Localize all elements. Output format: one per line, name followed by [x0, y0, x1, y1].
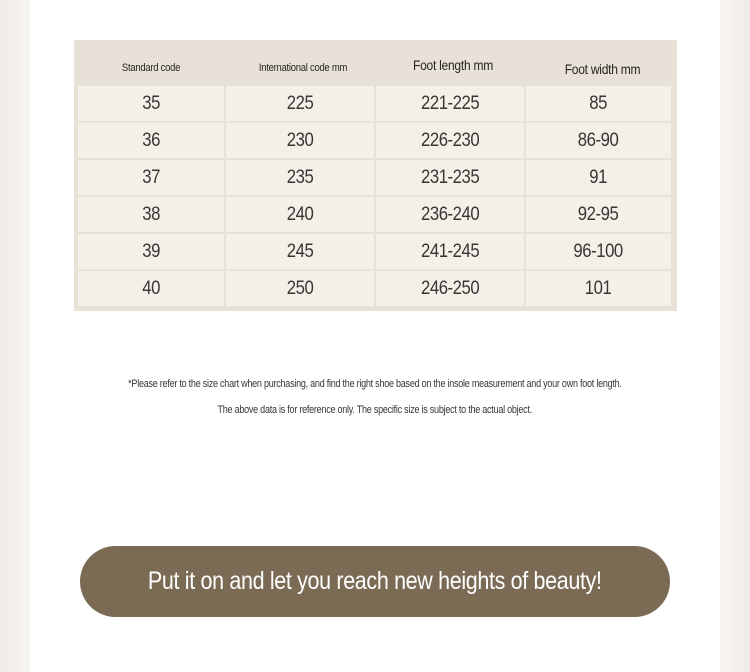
cell-foot-width: 86-90: [526, 123, 671, 158]
cell-foot-width: 85: [526, 86, 671, 121]
cell-foot-length: 241-245: [376, 234, 524, 269]
reference-disclaimer: The above data is for reference only. The specific size is subject to the actual object.: [217, 404, 533, 416]
cell-standard-code: 40: [78, 271, 224, 306]
cell-standard-code: 39: [78, 234, 224, 269]
table-body: [78, 86, 673, 308]
cell-foot-length: 221-225: [376, 86, 524, 121]
table-row: [78, 271, 673, 308]
cell-foot-length: 236-240: [376, 197, 524, 232]
cell-foot-length: 226-230: [376, 123, 524, 158]
header-foot-length: Foot length mm: [412, 57, 494, 73]
table-row: [78, 197, 673, 234]
cell-foot-width: 91: [526, 160, 671, 195]
cell-international-code: 225: [226, 86, 374, 121]
table-row: [78, 234, 673, 271]
header-foot-width: Foot width mm: [564, 61, 641, 77]
cell-international-code: 250: [226, 271, 374, 306]
cell-international-code: 235: [226, 160, 374, 195]
cell-standard-code: 35: [78, 86, 224, 121]
size-chart-note: *Please refer to the size chart when purchasing, and find the right shoe based on the insole measurement and your own foot length.: [128, 378, 622, 390]
cell-standard-code: 38: [78, 197, 224, 232]
cell-foot-width: 101: [526, 271, 671, 306]
cell-standard-code: 36: [78, 123, 224, 158]
product-detail-page: [30, 0, 720, 672]
cell-international-code: 230: [226, 123, 374, 158]
slogan-banner: Put it on and let you reach new heights of beauty!: [80, 546, 670, 617]
header-standard-code: Standard code: [121, 62, 181, 74]
table-row: [78, 123, 673, 160]
size-chart-table: [74, 40, 677, 311]
table-row: [78, 86, 673, 123]
cell-international-code: 240: [226, 197, 374, 232]
cell-foot-width: 96-100: [526, 234, 671, 269]
cell-foot-length: 231-235: [376, 160, 524, 195]
cell-foot-width: 92-95: [526, 197, 671, 232]
header-international-code: International code mm: [258, 62, 348, 74]
cell-international-code: 245: [226, 234, 374, 269]
cell-foot-length: 246-250: [376, 271, 524, 306]
table-header-row: [74, 40, 677, 86]
cell-standard-code: 37: [78, 160, 224, 195]
table-row: [78, 160, 673, 197]
